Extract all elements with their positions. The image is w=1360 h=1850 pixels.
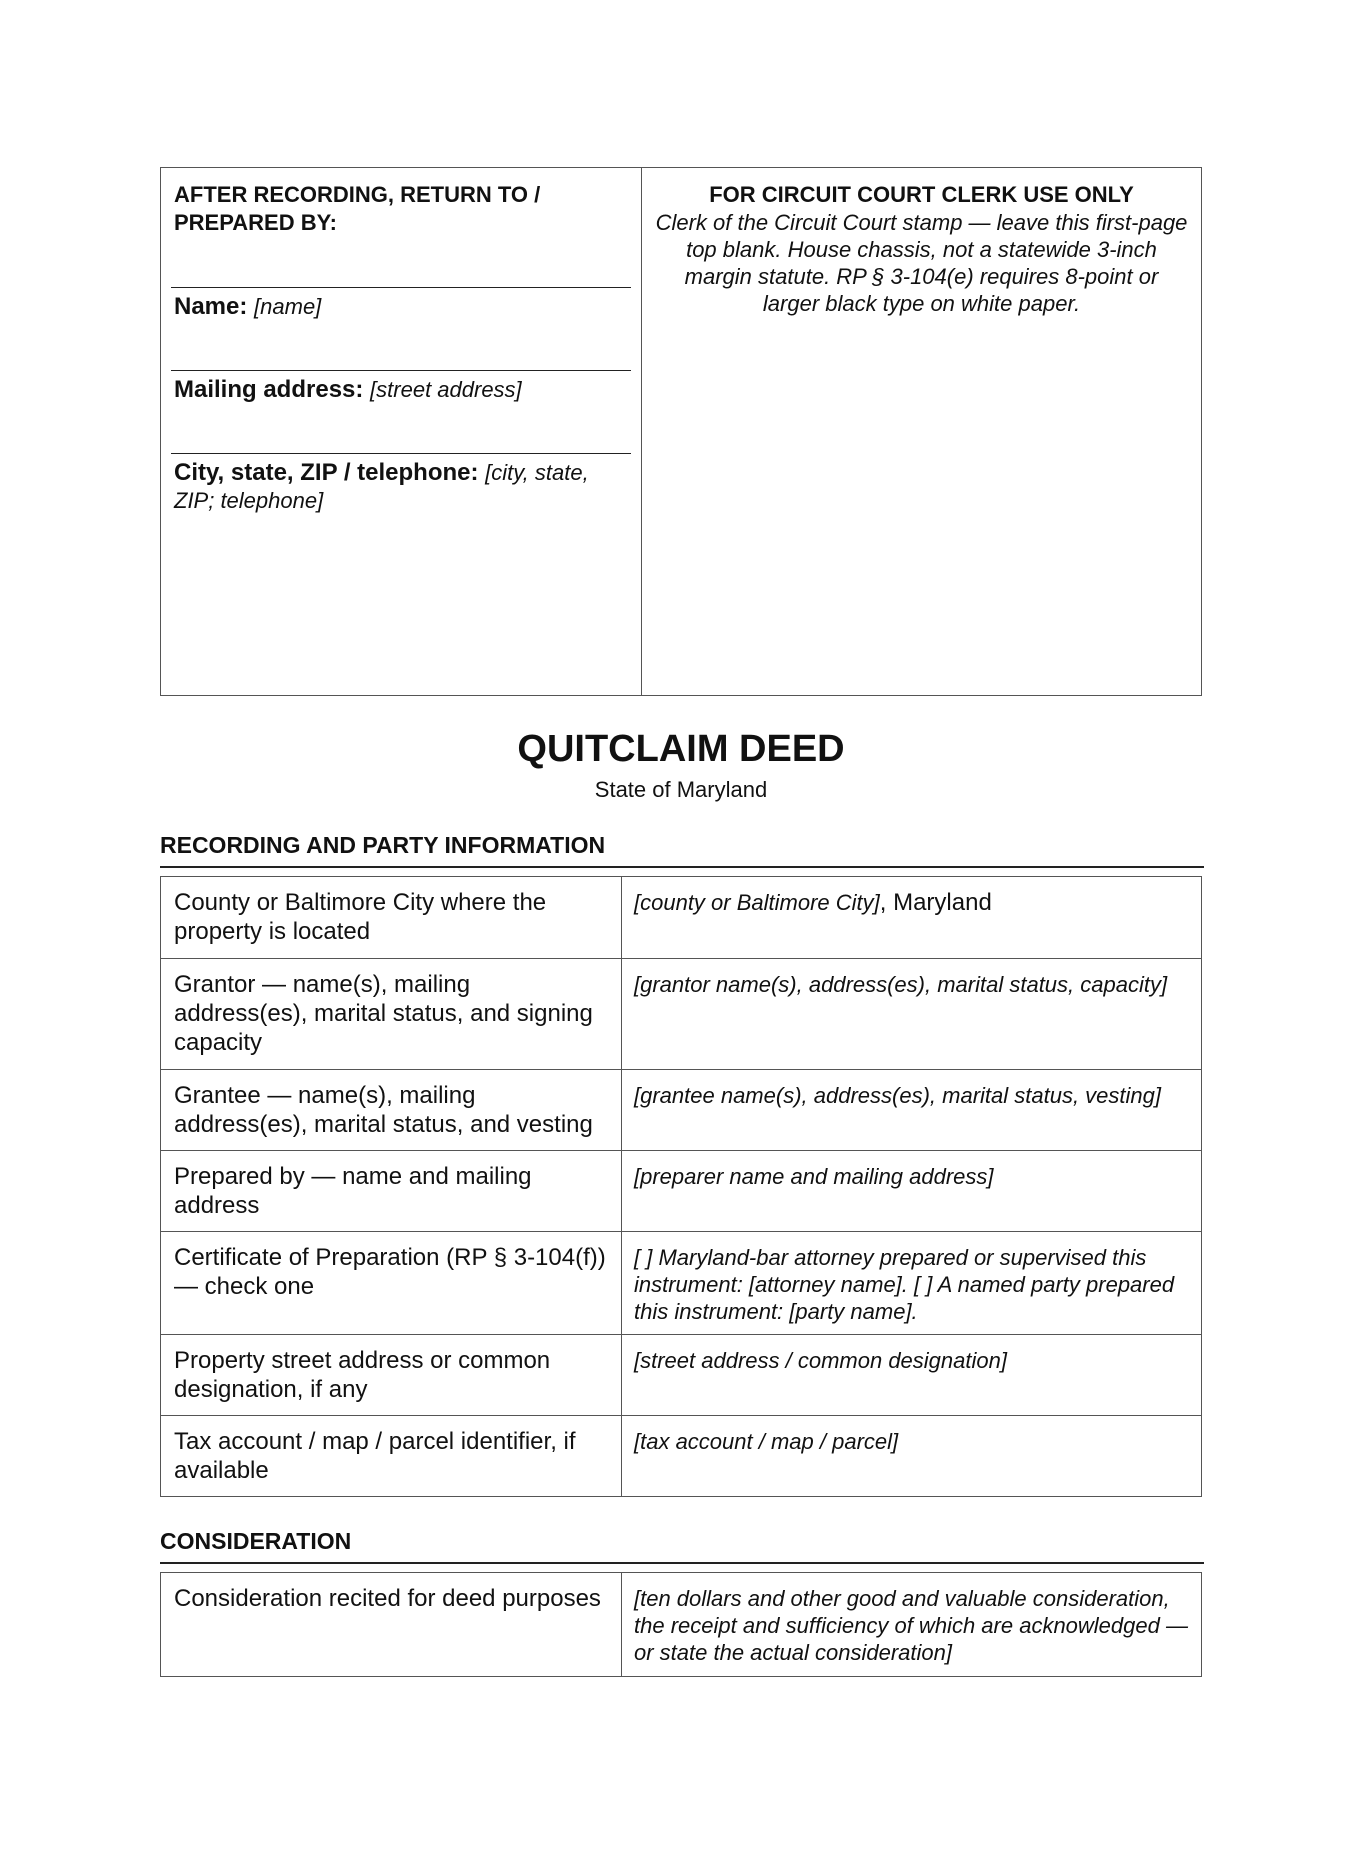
row-value-field[interactable] [622, 1416, 1202, 1497]
certificate-options: [ ] Maryland-bar attorney prepared or supervised this instrument: [attorney name]. [ ] A named party prepared this instrument: [party name]. [634, 1245, 1175, 1324]
grantee-placeholder: [grantee name(s), address(es), marital status, vesting] [634, 1083, 1161, 1108]
row-value-field[interactable] [622, 1232, 1202, 1335]
preparer-placeholder: [preparer name and mailing address] [634, 1164, 994, 1189]
city-state-zip-placeholder: [city, state, ZIP; telephone] [174, 460, 589, 513]
name-label: Name: [174, 293, 248, 320]
row-label: Property street address or common designation, if any [161, 1335, 622, 1416]
tax-account-placeholder: [tax account / map / parcel] [634, 1429, 899, 1454]
row-label: Consideration recited for deed purposes [161, 1573, 622, 1677]
city-state-zip-field[interactable] [174, 453, 631, 515]
document-title: QUITCLAIM DEED [517, 728, 845, 770]
section-heading-consideration: CONSIDERATION [160, 1527, 1204, 1564]
section-heading-recording-party: RECORDING AND PARTY INFORMATION [160, 831, 1204, 868]
return-to-column [161, 168, 642, 695]
table-row [161, 1573, 1202, 1677]
consideration-table [160, 1572, 1202, 1677]
street-address-placeholder: [street address / common designation] [634, 1348, 1007, 1373]
row-value-field[interactable] [622, 1335, 1202, 1416]
row-label: Prepared by — name and mailing address [161, 1151, 622, 1232]
table-row [161, 877, 1202, 959]
mailing-address-label: Mailing address: [174, 376, 364, 403]
name-field[interactable] [174, 287, 631, 321]
row-label: Certificate of Preparation (RP § 3-104(f)) — check one [161, 1232, 622, 1335]
city-state-zip-label: City, state, ZIP / telephone: [174, 459, 479, 486]
row-value-field[interactable] [622, 877, 1202, 959]
clerk-use-title: FOR CIRCUIT COURT CLERK USE ONLY [709, 182, 1134, 207]
return-to-heading: AFTER RECORDING, RETURN TO / PREPARED BY: [174, 182, 541, 235]
row-value-field[interactable] [622, 959, 1202, 1070]
table-row [161, 1070, 1202, 1151]
recording-party-table [160, 876, 1202, 1497]
recording-block [160, 167, 1202, 696]
mailing-address-field[interactable] [174, 370, 631, 404]
mailing-address-placeholder: [street address] [370, 377, 522, 402]
county-suffix: , Maryland [879, 889, 992, 916]
table-row [161, 959, 1202, 1070]
consideration-placeholder: [ten dollars and other good and valuable consideration, the receipt and sufficiency of which are acknowledged — or state the actual consideration] [634, 1586, 1188, 1665]
row-label: Grantor — name(s), mailing address(es), marital status, and signing capacity [161, 959, 622, 1070]
row-value-field[interactable] [622, 1573, 1202, 1677]
row-value-field[interactable] [622, 1070, 1202, 1151]
clerk-use-note: Clerk of the Circuit Court stamp — leave this first-page top blank. House chassis, not a statewide 3-inch margin statute. RP § 3-104(e) requires 8-point or larger black type on white paper. [655, 210, 1188, 316]
name-placeholder: [name] [254, 294, 322, 319]
row-label: County or Baltimore City where the property is located [161, 877, 622, 959]
table-row [161, 1151, 1202, 1232]
table-row [161, 1335, 1202, 1416]
row-value-field[interactable] [622, 1151, 1202, 1232]
table-row [161, 1416, 1202, 1497]
row-label: Grantee — name(s), mailing address(es), marital status, and vesting [161, 1070, 622, 1151]
county-placeholder: [county or Baltimore City] [634, 890, 880, 915]
grantor-placeholder: [grantor name(s), address(es), marital status, capacity] [634, 972, 1168, 997]
clerk-use-column [642, 168, 1201, 695]
table-row [161, 1232, 1202, 1335]
row-label: Tax account / map / parcel identifier, if available [161, 1416, 622, 1497]
document-subtitle: State of Maryland [594, 777, 768, 802]
